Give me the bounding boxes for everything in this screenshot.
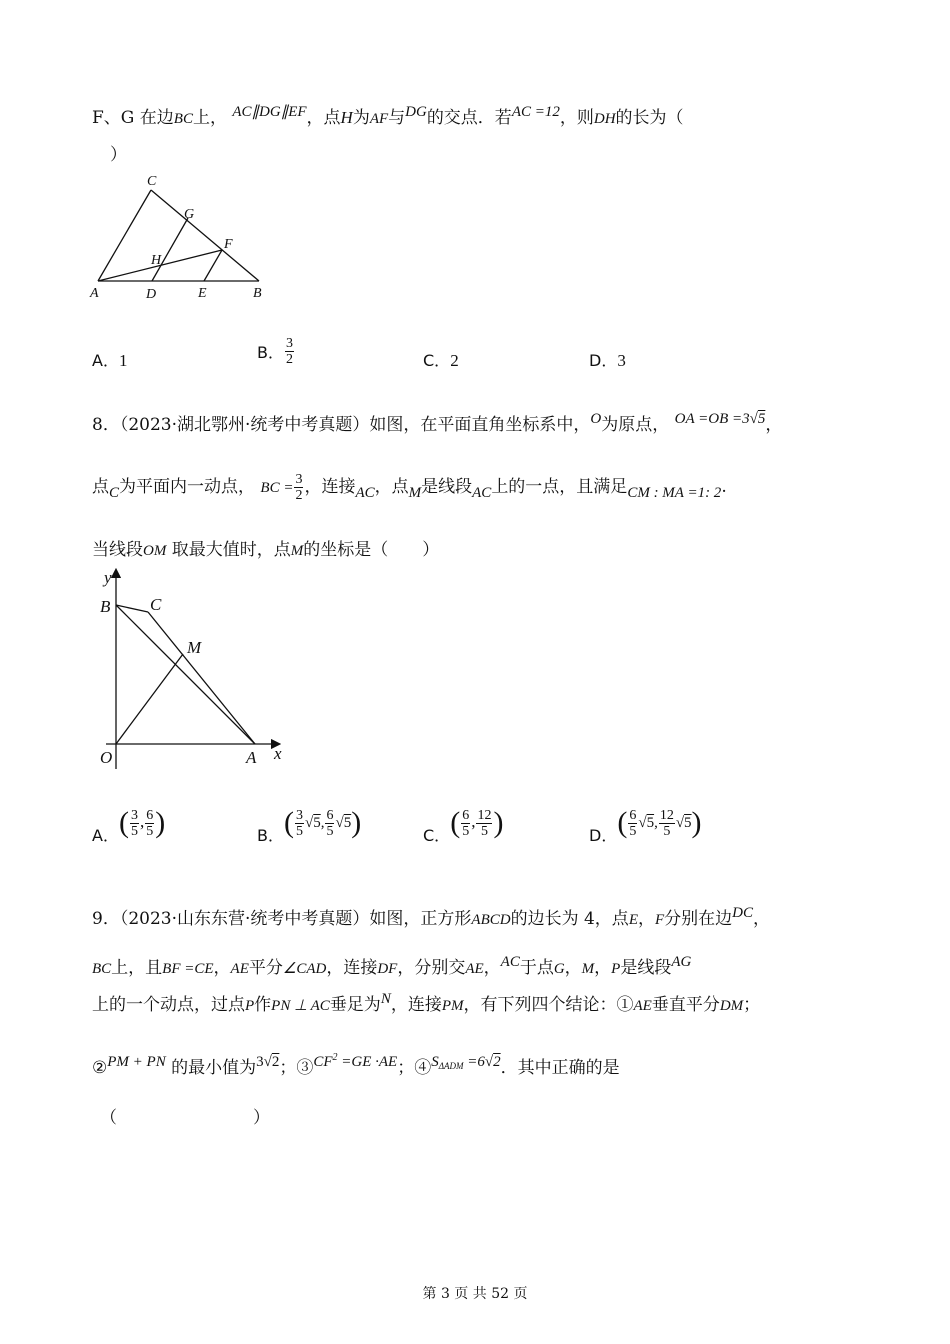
label-e: E — [198, 286, 207, 301]
segment-ca — [148, 612, 255, 744]
label-a: A — [246, 748, 257, 767]
segment-dg — [152, 218, 188, 281]
segment-cb — [151, 190, 259, 281]
label-m: M — [187, 638, 202, 657]
label-h: H — [151, 253, 162, 268]
q7-figure — [85, 168, 275, 303]
label-y: y — [104, 568, 112, 587]
q9-line4: ②PM + PN 的最小值为3√2；$③CF^2 =GE \cdot AE$；$④S_{\Delta ADM} =6√2$．其中正确的是 — [92, 1052, 620, 1078]
q8-option-d[interactable]: D．( $\frac{6}{5}$ √5, $\frac{12}{5}$ √5) — [589, 806, 702, 845]
q9-line2: BC上，且BF =CE，AE平分∠CAD，连接DF，分别交AE，AC于点G，M，P是线段AG — [92, 954, 692, 978]
q7-line1: F、G 在边BC上， AC∥DG∥EF，点H为AF与DG的交点．若AC =12，则DH的长为（ — [92, 104, 684, 128]
segment-ef — [204, 250, 222, 281]
segment-ba — [116, 605, 255, 744]
label-g: G — [184, 207, 195, 222]
q7-option-b[interactable]: B． $\frac{3}{2}$ — [257, 336, 293, 367]
q7-option-d[interactable]: D．3 — [589, 351, 626, 370]
label-b: B — [100, 597, 111, 616]
label-f: F — [224, 237, 233, 252]
label-c: C — [150, 595, 162, 614]
q7-option-a[interactable]: A．1 — [92, 351, 128, 370]
segment-bc — [116, 605, 148, 612]
label-x: x — [274, 744, 282, 763]
q7-line2: ） — [110, 145, 127, 165]
label-c: C — [147, 174, 157, 189]
q9-line5: （ ） — [100, 1108, 270, 1128]
label-b: B — [253, 286, 262, 301]
q8-line1: 8．（2023·湖北鄂州·统考中考真题）如图，在平面直角坐标系中，O为原点， OA =OB =3√5， — [92, 411, 783, 435]
segment-ac — [98, 190, 151, 281]
q8-line3: 当线段OM 取最大值时，点M的坐标是（ ） — [92, 540, 440, 560]
q9-line3: 上的一个动点，过点P作PN ⊥ AC垂足为N，连接PM，有下列四个结论：①AE垂直平分DM； — [92, 991, 761, 1015]
q8-option-c[interactable]: C．( $\frac{6}{5}$ , $\frac{12}{5}$ ) — [423, 806, 504, 845]
q7-option-c[interactable]: C．2 — [423, 351, 459, 370]
q8-option-a[interactable]: A．( $\frac{3}{5}$ , $\frac{6}{5}$ ) — [92, 806, 166, 845]
q8-line2: 点C为平面内一动点， BC = $\frac{3}{2}$ ，连接AC，点M是线段AC上的一点，且满足CM : MA =1: 2. — [92, 472, 727, 503]
segment-om — [116, 654, 183, 744]
label-o: O — [100, 748, 113, 767]
q8-option-b[interactable]: B．( $\frac{3}{5}$ √5, $\frac{6}{5}$ √5) — [257, 806, 362, 845]
label-d: D — [146, 287, 157, 302]
label-a: A — [90, 286, 99, 301]
q9-line1: 9．（2023·山东东营·统考中考真题）如图，正方形ABCD的边长为 4，点E，F分别在边DC， — [92, 905, 770, 929]
page-footer: 第 3 页 共 52 页 — [422, 1286, 528, 1302]
q8-figure — [88, 565, 298, 775]
